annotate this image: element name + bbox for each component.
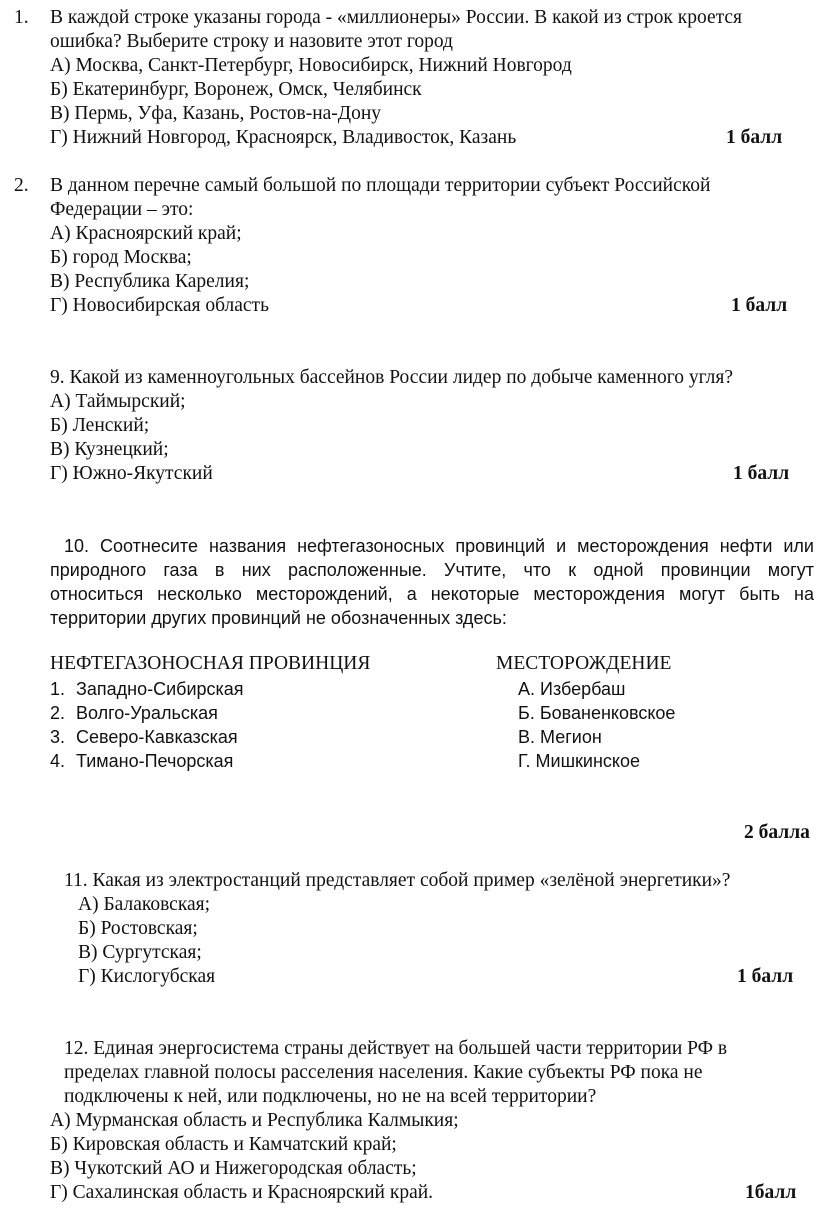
q2-option-b: Б) город Москва;: [50, 247, 192, 268]
q1-option-a: А) Москва, Санкт-Петербург, Новосибирск, Нижний Новгород: [50, 55, 572, 76]
q1-points: 1 балл: [726, 127, 783, 148]
q1-question-line2: ошибка? Выберите строку и назовите этот город: [50, 31, 453, 52]
q10-text-line4: территории других провинций не обозначенных здесь:: [50, 608, 507, 628]
deposit-d: Г. Мишкинское: [518, 751, 641, 771]
q1-option-b: Б) Екатеринбург, Воронеж, Омск, Челябинск: [50, 79, 422, 100]
q9-option-c: В) Кузнецкий;: [50, 439, 169, 460]
q2-points: 1 балл: [731, 295, 788, 316]
q2-option-a: А) Красноярский край;: [50, 223, 242, 244]
q12-question-line3: подключены к ней, или подключены, но не на всей территории?: [64, 1086, 597, 1107]
q9-option-b: Б) Ленский;: [50, 415, 150, 436]
q10-text-line1: 10. Соотнесите названия нефтегазоносных провинций и месторождения нефти или: [64, 536, 814, 556]
province-4-number: 4.: [50, 751, 66, 771]
q9-option-d: Г) Южно-Якутский: [50, 463, 213, 484]
q2-option-d: Г) Новосибирская область: [50, 295, 269, 316]
province-2-name: Волго-Уральская: [76, 703, 218, 723]
provinces-header: НЕФТЕГАЗОНОСНАЯ ПРОВИНЦИЯ: [50, 653, 371, 674]
deposits-header: МЕСТОРОЖДЕНИЕ: [496, 653, 672, 674]
q9-option-a: А) Таймырский;: [50, 391, 186, 412]
q12-option-a: А) Мурманская область и Республика Калмыкия;: [50, 1110, 459, 1131]
province-3-name: Северо-Кавказская: [76, 727, 238, 747]
q9-question: 9. Какой из каменноугольных бассейнов России лидер по добыче каменного угля?: [50, 367, 734, 388]
deposit-a: А. Избербаш: [518, 679, 626, 699]
deposit-b: Б. Бованенковское: [518, 703, 676, 723]
province-2-number: 2.: [50, 703, 66, 723]
q1-question-line1: В каждой строке указаны города - «миллионеры» России. В какой из строк кроется: [50, 7, 743, 28]
q12-option-d: Г) Сахалинская область и Красноярский край.: [50, 1182, 434, 1203]
q2-question-line1: В данном перечне самый большой по площади территории субъект Российской: [50, 175, 711, 196]
q12-question-line2: пределах главной полосы расселения населения. Какие субъекты РФ пока не: [64, 1062, 703, 1083]
province-4-name: Тимано-Печорская: [76, 751, 234, 771]
q10-text-line2: природного газа в них расположенные. Учтите, что к одной провинции могут: [50, 560, 814, 580]
q11-option-a: А) Балаковская;: [78, 894, 211, 915]
q11-points: 1 балл: [737, 966, 794, 987]
q1-option-d: Г) Нижний Новгород, Красноярск, Владивосток, Казань: [50, 127, 517, 148]
q12-points: 1балл: [745, 1182, 797, 1203]
q12-option-b: Б) Кировская область и Камчатский край;: [50, 1134, 397, 1155]
q10-points: 2 балла: [744, 822, 810, 843]
q11-option-b: Б) Ростовская;: [78, 918, 198, 939]
q12-option-c: В) Чукотский АО и Нижегородская область;: [50, 1158, 417, 1179]
province-1-name: Западно-Сибирская: [76, 679, 244, 699]
q2-question-line2: Федерации – это:: [50, 199, 194, 220]
deposit-c: В. Мегион: [518, 727, 602, 747]
province-3-number: 3.: [50, 727, 66, 747]
q9-points: 1 балл: [733, 463, 790, 484]
q11-option-c: В) Сургутская;: [78, 942, 202, 963]
q12-question-line1: 12. Единая энергосистема страны действует на большей части территории РФ в: [64, 1038, 728, 1059]
q10-text-line3: относиться несколько месторождений, а некоторые месторождения могут быть на: [50, 584, 814, 604]
q11-option-d: Г) Кислогубская: [78, 966, 216, 987]
q11-question: 11. Какая из электростанций представляет собой пример «зелёной энергетики»?: [64, 870, 731, 891]
q1-option-c: В) Пермь, Уфа, Казань, Ростов-на-Дону: [50, 103, 382, 124]
q2-option-c: В) Республика Карелия;: [50, 271, 250, 292]
q2-number: 2.: [14, 175, 29, 196]
province-1-number: 1.: [50, 679, 66, 699]
q1-number: 1.: [14, 7, 29, 28]
